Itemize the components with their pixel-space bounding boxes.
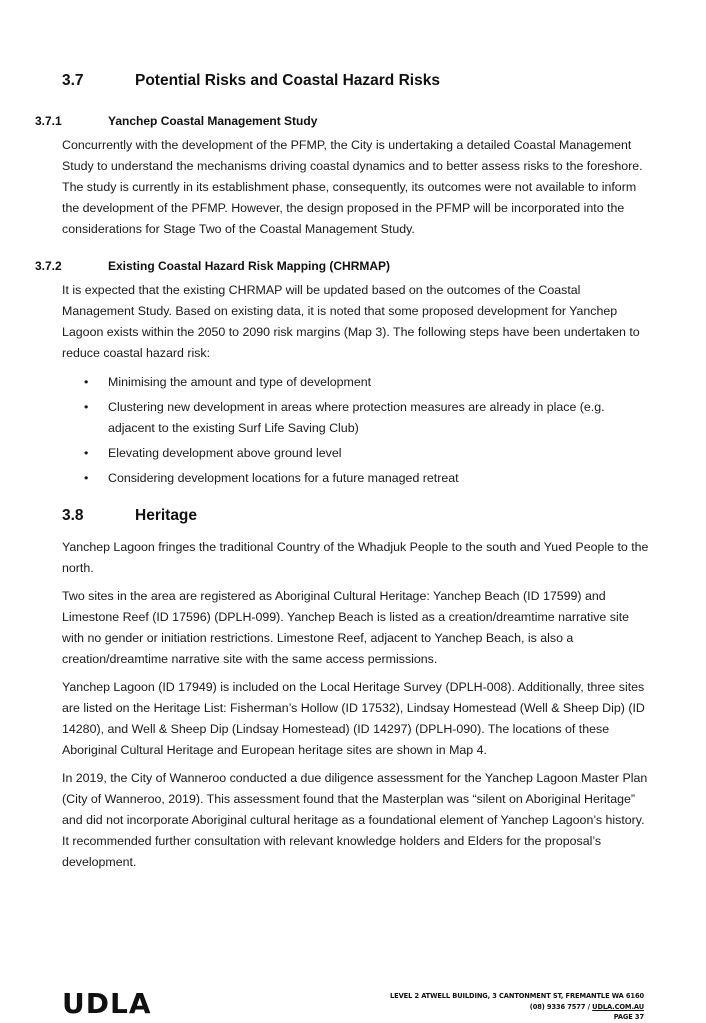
section-title: Potential Risks and Coastal Hazard Risks bbox=[135, 72, 440, 89]
subsection-title: Existing Coastal Hazard Risk Mapping (CHRMAP) bbox=[108, 259, 391, 273]
section-title: Heritage bbox=[135, 507, 198, 524]
footer-phone-web bbox=[390, 1002, 644, 1013]
section-heading bbox=[62, 72, 440, 90]
paragraph-heritage-2: Two sites in the area are registered as Aboriginal Cultural Heritage: Yanchep Beach (ID 17599) and Limestone Reef (ID 17596) (DPLH-099). Yanchep Beach is listed as a creation/dreamtime narrative site with no gender or initiation restrictions. Limestone Reef, adjacent to Yanchep Beach, is also a creation/dreamtime narrative site with the same access permissions. bbox=[62, 589, 630, 666]
heritage-heading bbox=[62, 507, 197, 525]
paragraph-heritage-1: Yanchep Lagoon fringes the traditional Country of the Whadjuk People to the south and Yued People to the north. bbox=[62, 540, 649, 575]
paragraph-heritage-4: In 2019, the City of Wanneroo conducted a due diligence assessment for the Yanchep Lagoon Master Plan (City of Wanneroo, 2019). This assessment found that the Masterplan was “silent on Aboriginal Heritage” and did not incorporate Aboriginal cultural heritage as a foundational element of Yanchep Lagoon’s history. It recommended further consultation with relevant knowledge holders and Elders for the proposal’s development. bbox=[62, 771, 648, 869]
subsection-number: 3.7.1 bbox=[35, 114, 62, 128]
footer-phone: (08) 9336 7577 bbox=[529, 1001, 586, 1011]
subsection-heading-372 bbox=[35, 259, 390, 273]
risk-steps-list bbox=[62, 372, 652, 493]
bullet-icon: • bbox=[84, 471, 89, 485]
bullet-icon: • bbox=[84, 400, 89, 414]
subsection-title: Yanchep Coastal Management Study bbox=[108, 114, 318, 128]
section-number: 3.7 bbox=[62, 72, 84, 89]
footer-contact bbox=[390, 991, 644, 1023]
footer-address: LEVEL 2 ATWELL BUILDING, 3 CANTONMENT ST, FREMANTLE WA 6160 bbox=[390, 991, 644, 1000]
list-item: • Considering development locations for a future managed retreat bbox=[62, 468, 652, 489]
section-number: 3.8 bbox=[62, 507, 84, 524]
bullet-icon: • bbox=[84, 446, 89, 460]
paragraph-coastal-study: Concurrently with the development of the PFMP, the City is undertaking a detailed Coastal Management Study to understand the mechanisms driving coastal dynamics and to better assess risks to the foreshore. The study is currently in its establishment phase, consequently, its outcomes were not available to inform the development of the PFMP. However, the design proposed in the PFMP will be incorporated into the considerations for Stage Two of the Coastal Management Study. bbox=[62, 138, 643, 236]
bullet-icon: • bbox=[84, 375, 89, 389]
list-item: • Clustering new development in areas where protection measures are already in place (e.g. adjacent to the existing Surf Life Saving Club) bbox=[62, 397, 652, 439]
paragraph-chrmap: It is expected that the existing CHRMAP will be updated based on the outcomes of the Coastal Management Study. Based on existing data, it is noted that some proposed development for Yanchep Lagoon exists within the 2050 to 2090 risk margins (Map 3). The following steps have been undertaken to reduce coastal hazard risk: bbox=[62, 283, 640, 360]
udla-logo: UDLA bbox=[62, 987, 152, 1020]
list-item: • Minimising the amount and type of development bbox=[62, 372, 652, 393]
page-number: PAGE 37 bbox=[613, 1012, 644, 1021]
footer-website-link[interactable]: UDLA.COM.AU bbox=[592, 1001, 644, 1011]
paragraph-heritage-3: Yanchep Lagoon (ID 17949) is included on the Local Heritage Survey (DPLH-008). Additionally, three sites are listed on the Heritage List: Fisherman’s Hollow (ID 17532), Lindsay Homestead (Well & Sheep Dip) (ID 14280), and Well & Sheep Dip (Lindsay Homestead) (ID 14297) (DPLH-090). The locations of these Aboriginal Cultural Heritage and European heritage sites are shown in Map 4. bbox=[62, 680, 645, 757]
footer-separator: / bbox=[587, 1001, 590, 1011]
list-item: • Elevating development above ground level bbox=[62, 443, 652, 464]
subsection-heading-371 bbox=[35, 114, 317, 128]
subsection-number: 3.7.2 bbox=[35, 259, 62, 273]
